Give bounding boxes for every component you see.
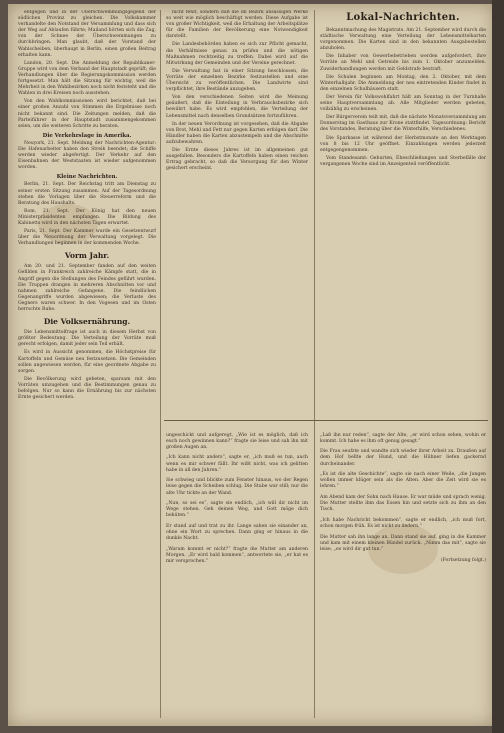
story-paragraph: „Ich kann nicht anders“, sagte er, „ich muß es tun, auch wenn es mir schwer fällt. Ihr wißt nicht, was ich gelitten habe in all den Jahren.“ [166,455,308,473]
article-paragraph: Neuyork, 21. Sept. Meldung der Nachrichten-Agentur: Die Hafenarbeiter haben den Streik beendet; die Schiffe werden wieder abgefertigt. Der Verkehr auf den Eisenbahnen der Weststaaten ist wieder aufgenommen worden. [18,140,156,171]
article-paragraph: nicht fehlt, sondern daß die im Bezirk ansässigen Werke so weit wie möglich beschäftigt werden. Diese Aufgabe ist von großer Wichtigkeit, weil die Erhaltung der Arbeitsplätze für die Familien der Bevölkerung eine Notwendigkeit darstellt. [166,10,308,40]
article-paragraph: Paris, 21. Sept. Der Kammer wurde ein Gesetzentwurf über die Neuordnung der Verwaltung vorgelegt. Die Verhandlungen beginnen in der kommenden Woche. [18,229,156,247]
column-1 [18,10,156,720]
story-paragraph: „Es ist die alte Geschichte“, sagte sie nach einer Weile, „die Jungen wollen immer klüger sein als die Alten. Aber die Zeit wird sie es lehren.“ [320,472,486,490]
article-paragraph: Am 20. und 21. September fanden auf den weiten Gefilden in Frankreich zahlreiche Kämpfe statt, die in Angriff gegen die Stellungen des Feindes geführt wurden. Die Truppen drangen in mehreren Abschnitten vor und nahmen zahlreiche Gefangene. Die feindlichen Gegenangriffe wurden abgewiesen; die Verluste des Gegners waren schwer. In den Vogesen und im Osten herrschte Ruhe. [18,264,156,313]
scan-edge [492,0,504,733]
article-paragraph: Es wird in Aussicht genommen, die Höchstpreise für Kartoffeln und Gemüse neu festzusetzen. Die Gemeinden sollen angewiesen werden, für eine geordnete Abgabe zu sorgen. [18,350,156,374]
story-paragraph: ungeschickt und aufgeregt, „Wie ist es möglich, daß ich euch noch gewinnen kann?“ fragte sie leise und sah ihn mit großen Augen an. [166,432,308,450]
feuilleton-column-left [166,428,308,720]
story-paragraph: Am Abend kam der Sohn nach Hause. Er war müde und sprach wenig. Die Mutter stellte ihm das Essen hin und setzte sich zu ihm an den Tisch. [320,495,486,513]
article-paragraph: In der neuen Verordnung ist vorgesehen, daß die Abgabe von Brot, Mehl und Fett nur gegen Karten erfolgen darf. Die Händler haben die Karten abzustempeln und die Abschnitte aufzubewahren. [166,121,308,145]
column-divider [160,10,161,718]
article-paragraph: Rom, 21. Sept. Der König hat den neuen Ministerpräsidenten empfangen. Die Bildung des Kabinetts wird in den nächsten Tagen erwartet. [18,208,156,226]
article-paragraph: Berlin, 21. Sept. Der Reichstag tritt am Dienstag zu seiner ersten Sitzung zusammen. Auf der Tagesordnung stehen die Vorlagen über die Steuerreform und die Beratung des Haushalts. [18,182,156,206]
section-headline: Vorm Jahr. [64,251,110,261]
article-paragraph: Von den verschiedenen Seiten wird die Meinung geäußert, daß die Einteilung in Verbrauchsbezirke sich bewährt habe. Es wird empfohlen, die Verteilung der Lebensmittel nach denselben Grundsätzen fortzuführen. [166,95,308,119]
feuilleton-divider [164,420,488,421]
section-subheading: Die Verkehrslage in Amerika. [42,132,132,139]
local-news-headline: Lokal-Nachrichten. [346,12,460,23]
story-paragraph: Die Frau seufzte und wandte sich wieder ihrer Arbeit zu. Draußen auf dem Hof bellte der Hund, und die Hühner liefen gackernd durcheinander. [320,449,486,467]
article-paragraph: Die Schulen beginnen am Montag, den 2. Oktober, mit dem Winterhalbjahr. Die Anmeldung der neu eintretenden Kinder findet in den einzelnen Schulhäusern statt. [320,74,486,92]
story-paragraph: „Nun, so sei es“, sagte sie endlich, „ich will dir nicht im Wege stehen. Geh deinen Weg, und Gott möge dich behüten.“ [166,501,308,519]
section-headline: Die Volksernährung. [43,317,131,327]
article-paragraph: entgegen und in der Überschwemmungsgegend der südlichen Provinz zu gleichen. Die Volkskammer verhandelte den Notstand der Versammlung und dass sich der Weg auf Ablaufen führte; Mailand hörten sich die Zug, von der Schnee der Überschwemmungen zu durchbringen. Man glaubt, daß der Vorstand der Wahlscheiben, überhaupt in Berlin, einen großen Beitrag erhalten kann. [18,10,156,58]
article-paragraph: Die Sparkasse ist während der Herbstmonate an den Werktagen von 8 bis 12 Uhr geöffnet. Einzahlungen werden jederzeit entgegengenommen. [320,135,486,153]
story-paragraph: „Laß ihn nur reden“, sagte der Alte, „er wird schon sehen, wohin er kommt. Ich habe es ihm oft genug gesagt.“ [320,432,486,444]
column-2 [166,10,308,420]
article-paragraph: Die Inhaber von Gewerbebetrieben werden aufgefordert, ihre Vorräte an Mehl und Getreide bis zum 1. Oktober anzumelden. Zuwiderhandlungen werden mit Geldstrafe bestraft. [320,54,486,72]
article-paragraph: Landon, 20. Sept. Die Anmeldung der Republikaner-Gruppe wird von dem Verband der Hauptstadt geprüft; die Verhandlungen über die Regierungskommission werden fortgesetzt. Man hält die Sitzung für wichtig, weil die Mehrheit in den Wahlbezirken noch nicht feststeht und die Wahlen in drei Kreisen noch ausstehen. [18,60,156,97]
article-paragraph: Die Verwaltung hat in einer Sitzung beschlossen, die Vorräte der einzelnen Bezirke festzustellen und eine Übersicht zu veröffentlichen. Die Landwirte sind verpflichtet, ihre Bestände anzugeben. [166,68,308,93]
section-subheading: Kleine Nachrichten. [56,174,118,181]
story-paragraph: Er stand auf und trat zu ihr. Lange sahen sie einander an, ohne ein Wort zu sprechen. Dann ging er hinaus in die dunkle Nacht. [166,524,308,542]
article-paragraph: Die Bevölkerung wird gebeten, sparsam mit den Vorräten umzugehen und die Bestimmungen genau zu befolgen. Nur so kann die Ernährung bis zur nächsten Ernte gesichert werden. [18,376,156,401]
story-paragraph: „Ich habe Nachricht bekommen“, sagte er endlich, „ich muß fort, schon morgen früh. Es ist nicht zu ändern.“ [320,518,486,530]
newspaper-page [8,4,494,726]
article-paragraph: Die Lebensmittelfrage ist auch in diesem Herbst von größter Bedeutung. Die Verteilung der Vorräte muß gerecht erfolgen, damit jeder sein Teil erhält. [18,330,156,348]
column-divider [314,10,315,718]
feuilleton-column-right [320,428,486,720]
article-paragraph: Bekanntmachung des Magistrats. Am 21. September wird durch die städtische Verwaltung eine Verteilung der Lebensmittelkarten vorgenommen. Die Karten sind in den bekannten Ausgabestellen abzuholen. [320,28,486,52]
story-paragraph: Die Mutter sah ihn lange an. Dann stand sie auf, ging in die Kammer und kam mit einem kleinen Bündel zurück. „Nimm das mit“, sagte sie leise, „es wird dir gut tun.“ [320,534,486,552]
article-paragraph: Von den Wahlkommissionen wird berichtet, daß bei einer großen Anzahl von Stimmen die Ergebnisse noch nicht bekannt sind. Die Zeitungen melden, daß die Parteiführer in der Hauptstadt zusammengekommen seien, um die weiteren Schritte zu beraten. [18,99,156,129]
column-3 [320,10,486,420]
article-paragraph: Der Verein für Volkswohlfahrt hält am Sonntag in der Turnhalle seine Hauptversammlung ab. Alle Mitglieder werden gebeten, vollzählig zu erscheinen. [320,94,486,113]
article-paragraph: Die Ernte dieses Jahres ist im allgemeinen gut ausgefallen. Besonders die Kartoffeln haben einen reichen Ertrag gebracht, so daß die Versorgung für den Winter gesichert erscheint. [166,147,308,172]
continuation-note: (Fortsetzung folgt.) [440,557,486,563]
article-paragraph: Der Bürgerverein teilt mit, daß die nächste Monatsversammlung am Donnerstag im Gasthaus zur Krone stattfindet. Tagesordnung: Bericht des Vorstandes, Beratung über die Winterhilfe, Verschiedenes. [320,115,486,133]
story-paragraph: „Warum kommt er nicht?“ fragte die Mutter am anderen Morgen. „Er wird bald kommen“, antwortete sie, „er hat es mir versprochen.“ [166,546,308,565]
story-paragraph: Sie schwieg und blickte zum Fenster hinaus, wo der Regen leise gegen die Scheiben schlug. Die Stube war still; nur die alte Uhr tickte an der Wand. [166,478,308,496]
article-paragraph: Vom Standesamt: Geburten, Eheschließungen und Sterbefälle der vergangenen Woche sind im Anzeigenteil veröffentlicht. [320,155,486,167]
article-paragraph: Die Landesbehörden haben es sich zur Pflicht gemacht, die Verhältnisse genau zu prüfen und die nötigen Maßnahmen rechtzeitig zu treffen. Dabei wird auf die Mitwirkung der Gemeinden und der Vereine gerechnet. [166,42,308,66]
